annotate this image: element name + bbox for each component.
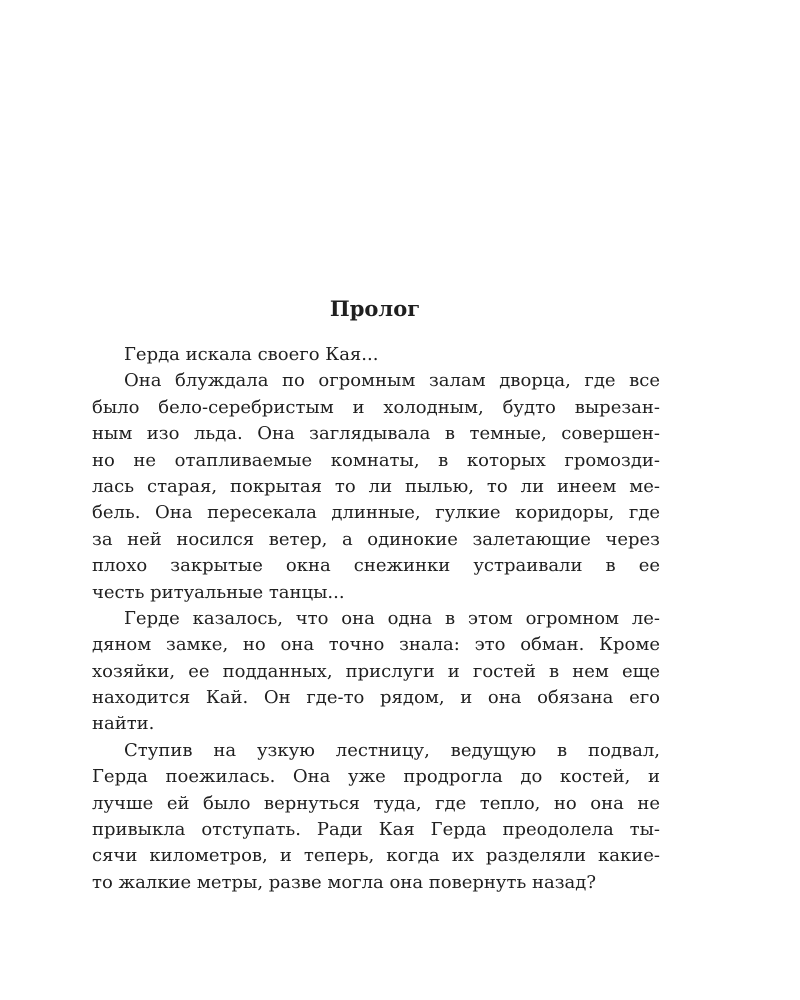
text-line: сячи километров, и теперь, когда их разделяли какие-	[92, 845, 660, 867]
paragraph	[92, 368, 660, 606]
text-line: Ступив на узкую лестницу, ведущую в подвал,	[124, 739, 660, 761]
text-line: найти.	[92, 713, 155, 735]
paragraph	[92, 342, 660, 368]
text-line: ным изо льда. Она заглядывала в темные, совершен-	[92, 423, 660, 445]
text-line: было бело-серебристым и холодным, будто вырезан-	[92, 396, 660, 418]
text-line: Герде казалось, что она одна в этом огромном ле-	[124, 607, 660, 629]
text-line: хозяйки, ее подданных, прислуги и гостей в нем еще	[92, 660, 660, 682]
text-line: дяном замке, но она точно знала: это обман. Кроме	[92, 634, 660, 656]
paragraph	[92, 606, 660, 738]
text-line: Герда искала своего Кая...	[124, 344, 379, 365]
text-line: находится Кай. Он где-то рядом, и она обязана его	[92, 687, 660, 709]
text-line: плохо закрытые окна снежинки устраивали в ее	[92, 555, 660, 577]
text-line: за ней носился ветер, а одинокие залетающие через	[92, 528, 660, 550]
text-line: привыкла отступать. Ради Кая Герда преодолела ты-	[92, 819, 660, 841]
text-line: Она блуждала по огромным залам дворца, где все	[124, 370, 660, 392]
text-line: Герда поежилась. Она уже продрогла до костей, и	[92, 766, 660, 788]
text-line: лась старая, покрытая то ли пылью, то ли инеем ме-	[92, 475, 660, 497]
text-line: то жалкие метры, разве могла она повернуть назад?	[92, 871, 597, 893]
text-line: лучше ей было вернуться туда, где тепло, но она не	[92, 792, 660, 814]
text-line: честь ритуальные танцы...	[92, 581, 345, 603]
chapter-title: Пролог	[329, 296, 421, 321]
text-line: но не отапливаемые комнаты, в которых громозди-	[92, 449, 660, 471]
body-text	[92, 342, 660, 896]
text-line: бель. Она пересекала длинные, гулкие коридоры, где	[92, 502, 660, 524]
paragraph	[92, 738, 660, 896]
